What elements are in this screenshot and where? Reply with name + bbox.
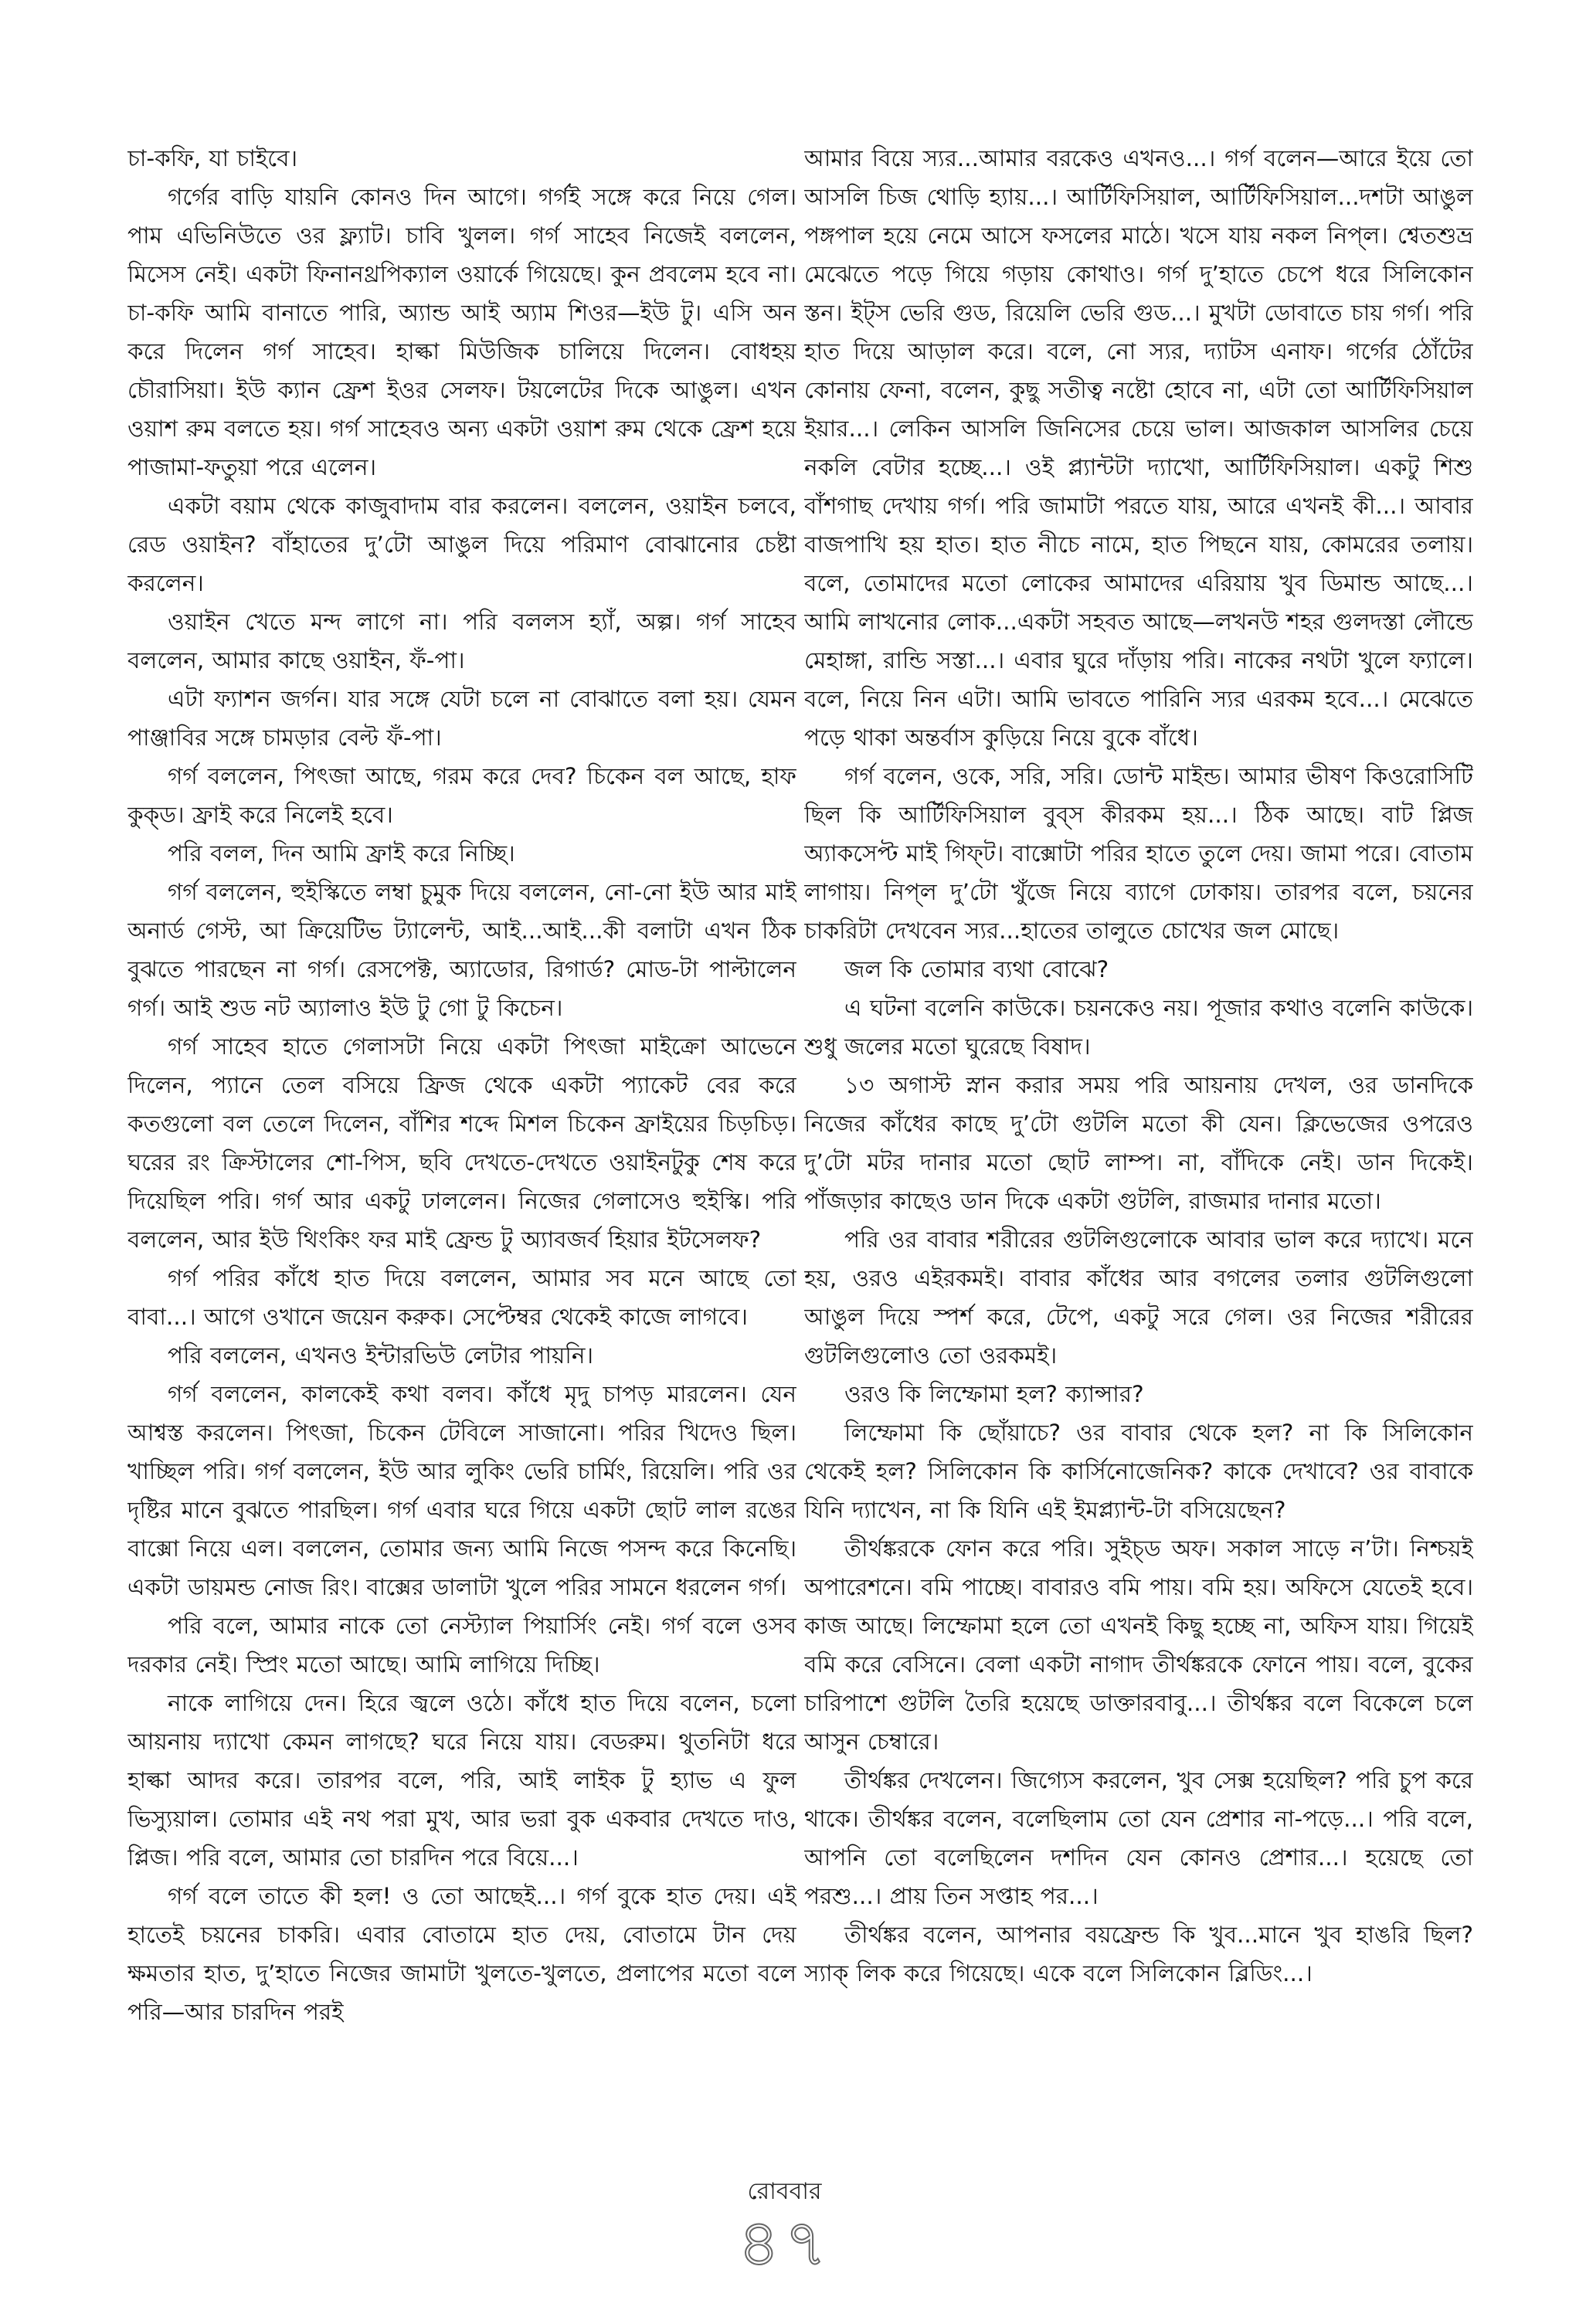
paragraph: নাকে লাগিয়ে দেন। হিরে জ্বলে ওঠে। কাঁধে হাত দিয়ে বলেন, চলো আয়নায় দ্যাখো কেমন লাগছে? ঘরে নিয়ে যায়। বেডরুম। থুতনিটা ধরে হাল্কা আদর করে। তারপর বলে, পরি, আই লাইক টু হ্যাভ এ ফুল ভিস্যুয়াল। তোমার এই নথ পরা মুখ, আর ভরা বুক একবার দেখতে দাও, প্লিজ। পরি বলে, আমার তো চারদিন পরে বিয়ে...। [127, 1690, 796, 1871]
paragraph: আমার বিয়ে স্যর...আমার বরকেও এখনও...। গর্গ বলেন—আরে ইয়ে তো আসলি চিজ থোড়ি হ্যায়...। আর্টিফিসিয়াল, আর্টিফিসিয়াল...দশটা আঙুল পঙ্গপাল হয়ে নেমে আসে ফসলের মাঠে। খসে যায় নকল নিপ্‌ল। শ্বেতশুভ্র মেঝেতে পড়ে গিয়ে গড়ায় কোথাও। গর্গ দু’হাতে চেপে ধরে সিলিকোন স্তন। ইট্‌স ভেরি গুড, রিয়েলি ভেরি গুড...। মুখটা ডোবাতে চায় গর্গ। পরি হাত দিয়ে আড়াল করে। বলে, নো স্যর, দ্যাটস এনাফ। গর্গের ঠোঁটের কোনায় ফেনা, বলেন, কুছু সতীত্ব নষ্টো হোবে না, এটা তো আর্টিফিসিয়াল ইয়ার...। লেকিন আসলি জিনিসের চেয়ে ভাল। আজকাল আসলির চেয়ে নকলি বেটার হচ্ছে...। ওই প্ল্যান্টটা দ্যাখো, আর্টিফিসিয়াল। একটু শিশু বাঁশগাছ দেখায় গর্গ। পরি জামাটা পরতে যায়, আরে এখনই কী...। আবার বাজপাখি হয় হাত। হাত নীচে নামে, হাত পিছনে যায়, কোমরের তলায়। বলে, তোমাদের মতো লোকের আমাদের এরিয়ায় খুব ডিমান্ড আছে...। আমি লাখনোর লোক...একটা সহবত আছে—লখনউ শহর গুলদস্তা লৌন্ডে মেহাঙ্গা, রান্ডি সস্তা...। এবার ঘুরে দাঁড়ায় পরি। নাকের নথটা খুলে ফ্যালে। বলে, নিয়ে নিন এটা। আমি ভাবতে পারিনি স্যর এরকম হবে...। মেঝেতে পড়ে থাকা অন্তর্বাস কুড়িয়ে নিয়ে বুকে বাঁধে। [804, 145, 1473, 751]
paragraph: এ ঘটনা বলেনি কাউকে। চয়নকেও নয়। পূজার কথাও বলেনি কাউকে। শুধু জলের মতো ঘুরেছে বিষাদ। [804, 995, 1473, 1060]
paragraph: এটা ফ্যাশন জর্গন। যার সঙ্গে যেটা চলে না বোঝাতে বলা হয়। যেমন পাঞ্জাবির সঙ্গে চামড়ার বেল্ট ফঁ-পা। [127, 686, 796, 751]
paragraph: জল কি তোমার ব্যথা বোঝে? [844, 956, 1109, 982]
paragraph: গর্গের বাড়ি যায়নি কোনও দিন আগে। গর্গই সঙ্গে করে নিয়ে গেল। পাম এভিনিউতে ওর ফ্ল্যাট। চাবি খুলল। গর্গ সাহেব নিজেই বললেন, মিসেস নেই। একটা ফিনানথ্রপিক্যাল ওয়ার্কে গিয়েছে। কুন প্রবলেম হবে না। চা-কফি আমি বানাতে পারি, অ্যান্ড আই অ্যাম শিওর—ইউ টু। এসি অন করে দিলেন গর্গ সাহেব। হাল্কা মিউজিক চালিয়ে দিলেন। বোধহয় চৌরাসিয়া। ইউ ক্যান ফ্রেশ ইওর সেলফ। টয়লেটের দিকে আঙুল। এখন ওয়াশ রুম বলতে হয়। গর্গ সাহেবও অন্য একটা ওয়াশ রুম থেকে ফ্রেশ হয়ে পাজামা-ফতুয়া পরে এলেন। [127, 184, 796, 480]
paragraph: ১৩ অগাস্ট স্নান করার সময় পরি আয়নায় দেখল, ওর ডানদিকে নিজের কাঁধের কাছে দু’টো গুটলি মতো কী যেন। ক্লিভেজের ওপরেও দু’টো মটর দানার মতো ছোট লাম্প। না, বাঁদিকে নেই। ডান দিকেই। পাঁজড়ার কাছেও ডান দিকে একটা গুটলি, রাজমার দানার মতো। [804, 1072, 1473, 1214]
paragraph: গর্গ বলেন, ওকে, সরি, সরি। ডোন্ট মাইন্ড। আমার ভীষণ কিওরোসিটি ছিল কি আর্টিফিসিয়াল বুব্‌স কীরকম হয়...। ঠিক আছে। বাট প্লিজ অ্যাকসেপ্ট মাই গিফ্‌ট। বাক্সোটা পরির হাতে তুলে দেয়। জামা পরে। বোতাম লাগায়। নিপ্‌ল দু’টো খুঁজে নিয়ে ব্যাগে ঢোকায়। তারপর বলে, চয়নের চাকরিটা দেখবেন স্যর...হাতের তালুতে চোখের জল মোছে। [804, 763, 1473, 944]
paragraph: তীর্থঙ্করকে ফোন করে পরি। সুইচ্‌ড অফ। সকাল সাড়ে ন’টা। নিশ্চয়ই অপারেশনে। বমি পাচ্ছে। বাবারও বমি পায়। বমি হয়। অফিসে যেতেই হবে। কাজ আছে। লিম্ফোমা হলে তো এখনই কিছু হচ্ছে না, অফিস যায়। গিয়েই বমি করে বেসিনে। বেলা একটা নাগাদ তীর্থঙ্করকে ফোনে পায়। বলে, বুকের চারিপাশে গুটলি তৈরি হয়েছে ডাক্তারবাবু...। তীর্থঙ্কর বলে বিকেলে চলে আসুন চেম্বারে। [804, 1535, 1473, 1755]
paragraph: ওয়াইন খেতে মন্দ লাগে না। পরি বললস হ্যাঁ, অল্প। গর্গ সাহেব বললেন, আমার কাছে ওয়াইন, ফঁ-পা। [127, 609, 796, 673]
paragraph: চা-কফি, যা চাইবে। [127, 145, 298, 171]
paragraph: ওরও কি লিম্ফোমা হল? ক্যান্সার? [844, 1381, 1144, 1407]
paragraph: পরি ওর বাবার শরীরের গুটলিগুলোকে আবার ভাল করে দ্যাখে। মনে হয়, ওরও এইরকমই। বাবার কাঁধের আর বগলের তলার গুটলিগুলো আঙুল দিয়ে স্পর্শ করে, টেপে, একটু সরে গেল। ওর নিজের শরীরের গুটলিগুলোও তো ওরকমই। [804, 1226, 1473, 1369]
magazine-name: রোববার [747, 2178, 822, 2205]
left-column [127, 139, 796, 2101]
paragraph: গর্গ পরির কাঁধে হাত দিয়ে বললেন, আমার সব মনে আছে তো বাবা...। আগে ওখানে জয়েন করুক। সেপ্টেম্বর থেকেই কাজে লাগবে। [127, 1265, 796, 1330]
paragraph: গর্গ বলে তাতে কী হল! ও তো আছেই...। গর্গ বুকে হাত দেয়। এই হাতেই চয়নের চাকরি। এবার বোতামে হাত দেয়, বোতামে টান দেয় ক্ষমতার হাত, দু’হাতে নিজের জামাটা খুলতে-খুলতে, প্রলাপের মতো বলে পরি—আর চারদিন পরই [127, 1883, 796, 2025]
paragraph: গর্গ বললেন, হুইস্কিতে লম্বা চুমুক দিয়ে বললেন, নো-নো ইউ আর মাই অনার্ড গেস্ট, আ ক্রিয়েটিভ ট্যালেন্ট, আই...আই...কী বলাটা এখন ঠিক বুঝতে পারছেন না গর্গ। রেসপেক্ট, অ্যাডোর, রিগার্ড? মোড-টা পাল্টালেন গর্গ। আই শুড নট অ্যালাও ইউ টু গো টু কিচেন। [127, 879, 796, 1021]
paragraph: লিম্ফোমা কি ছোঁয়াচে? ওর বাবার থেকে হল? না কি সিলিকোন থেকেই হল? সিলিকোন কি কার্সিনোজেনিক? কাকে দেখাবে? ওর বাবাকে যিনি দ্যাখেন, না কি যিনি এই ইমপ্ল্যান্ট-টা বসিয়েছেন? [804, 1420, 1473, 1523]
paragraph: গর্গ সাহেব হাতে গেলাসটা নিয়ে একটা পিৎজা মাইক্রো আভেনে দিলেন, প্যানে তেল বসিয়ে ফ্রিজ থেকে একটা প্যাকেট বের করে কতগুলো বল তেলে দিলেন, বাঁশির শব্দে মিশল চিকেন ফ্রাইয়ের চিড়চিড়। ঘরের রং ক্রিস্টালের শো-পিস, ছবি দেখতে-দেখতে ওয়াইনটুকু শেষ করে দিয়েছিল পরি। গর্গ আর একটু ঢাললেন। নিজের গেলাসেও হুইস্কি। পরি বললেন, আর ইউ থিংকিং ফর মাই ফ্রেন্ড টু অ্যাবজর্ব হিয়ার ইটসেলফ? [127, 1033, 796, 1253]
paragraph: তীর্থঙ্কর বলেন, আপনার বয়ফ্রেন্ড কি খুব...মানে খুব হাঙরি ছিল? স্যাক্ লিক করে গিয়েছে। একে বলে সিলিকোন ব্লিডিং...। [804, 1922, 1473, 1986]
paragraph: গর্গ বললেন, কালকেই কথা বলব। কাঁধে মৃদু চাপড় মারলেন। যেন আশ্বস্ত করলেন। পিৎজা, চিকেন টেবিলে সাজানো। পরির খিদেও ছিল। খাচ্ছিল পরি। গর্গ বললেন, ইউ আর লুকিং ভেরি চার্মিং, রিয়েলি। পরি ওর দৃষ্টির মানে বুঝতে পারছিল। গর্গ এবার ঘরে গিয়ে একটা ছোট লাল রঙের বাক্সো নিয়ে এল। বললেন, তোমার জন্য আমি নিজে পসন্দ করে কিনেছি। একটা ডায়মন্ড নোজ রিং। বাক্সের ডালাটা খুলে পরির সামনে ধরলেন গর্গ। [127, 1381, 796, 1600]
paragraph: পরি বললেন, এখনও ইন্টারভিউ লেটার পায়নি। [168, 1342, 594, 1369]
paragraph: পরি বলল, দিন আমি ফ্রাই করে নিচ্ছি। [168, 840, 515, 867]
paragraph: পরি বলে, আমার নাকে তো নেস্ট্যাল পিয়ার্সিং নেই। গর্গ বলে ওসব দরকার নেই। স্প্রিং মতো আছে। আমি লাগিয়ে দিচ্ছি। [127, 1613, 796, 1678]
paragraph: তীর্থঙ্কর দেখলেন। জিগ্যেস করলেন, খুব সেক্স হয়েছিল? পরি চুপ করে থাকে। তীর্থঙ্কর বলেন, বলেছিলাম তো যেন প্রেশার না-পড়ে...। পরি বলে, আপনি তো বলেছিলেন দশদিন যেন কোনও প্রেশার...। হয়েছে তো পরশু...। প্রায় তিন সপ্তাহ পর...। [804, 1767, 1473, 1909]
page-number: ৪৭ [737, 2205, 832, 2281]
paragraph: একটা বয়াম থেকে কাজুবাদাম বার করলেন। বললেন, ওয়াইন চলবে, রেড ওয়াইন? বাঁহাতের দু’টো আঙুল দিয়ে পরিমাণ বোঝানোর চেষ্টা করলেন। [127, 493, 796, 596]
paragraph: গর্গ বললেন, পিৎজা আছে, গরম করে দেব? চিকেন বল আছে, হাফ কুক্‌ড। ফ্রাই করে নিলেই হবে। [127, 763, 796, 828]
right-column [804, 139, 1473, 2101]
